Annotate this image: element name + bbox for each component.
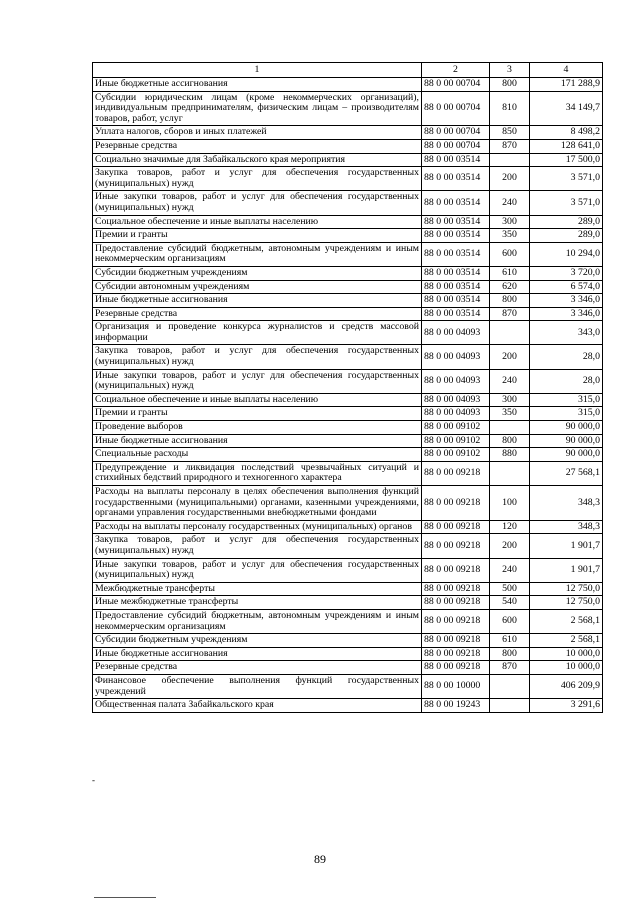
cell-name: Резервные средства <box>93 139 422 153</box>
cell-name: Социальное обеспечение и иные выплаты населению <box>93 393 422 407</box>
page-number: 89 <box>314 852 326 866</box>
cell-type <box>490 699 530 713</box>
cell-amount: 315,0 <box>530 407 603 421</box>
table-row <box>93 369 603 393</box>
cell-name: Субсидии бюджетным учреждениям <box>93 634 422 648</box>
cell-code: 88 0 00 04093 <box>422 345 490 369</box>
table-row <box>93 486 603 521</box>
cell-type: 240 <box>490 558 530 582</box>
cell-code: 88 0 00 09218 <box>422 634 490 648</box>
cell-name: Социально значимые для Забайкальского края мероприятия <box>93 153 422 167</box>
cell-amount: 28,0 <box>530 345 603 369</box>
cell-name: Иные бюджетные ассигнования <box>93 434 422 448</box>
cell-name: Организация и проведение конкурса журналистов и средств массовой информации <box>93 321 422 345</box>
cell-name: Проведение выборов <box>93 421 422 435</box>
cell-type <box>490 421 530 435</box>
cell-name: Закупка товаров, работ и услуг для обеспечения государственных (муниципальных) нужд <box>93 167 422 191</box>
table-row <box>93 153 603 167</box>
cell-code: 88 0 00 03514 <box>422 153 490 167</box>
cell-amount: 12 750,0 <box>530 596 603 610</box>
footnote-rule <box>94 897 156 898</box>
cell-amount: 406 209,9 <box>530 674 603 698</box>
cell-type: 850 <box>490 126 530 140</box>
cell-code: 88 0 00 09218 <box>422 534 490 558</box>
cell-type: 500 <box>490 582 530 596</box>
table-row <box>93 307 603 321</box>
cell-type: 610 <box>490 266 530 280</box>
cell-code: 88 0 00 09218 <box>422 596 490 610</box>
cell-amount: 1 901,7 <box>530 558 603 582</box>
table-row <box>93 139 603 153</box>
cell-name: Предоставление субсидий бюджетным, автономным учреждениям и иным некоммерческим организациям <box>93 609 422 633</box>
cell-type: 870 <box>490 307 530 321</box>
table-body <box>93 63 603 713</box>
cell-amount: 17 500,0 <box>530 153 603 167</box>
table-row <box>93 280 603 294</box>
cell-type: 600 <box>490 242 530 266</box>
cell-amount: 3 346,0 <box>530 294 603 308</box>
cell-amount: 27 568,1 <box>530 461 603 485</box>
cell-name: Иные бюджетные ассигнования <box>93 647 422 661</box>
cell-amount: 3 291,6 <box>530 699 603 713</box>
cell-code: 88 0 00 09218 <box>422 461 490 485</box>
cell-name: Субсидии автономным учреждениям <box>93 280 422 294</box>
cell-code: 88 0 00 09218 <box>422 647 490 661</box>
cell-amount: 171 288,9 <box>530 78 603 92</box>
cell-name: Общественная палата Забайкальского края <box>93 699 422 713</box>
cell-name: Расходы на выплаты персоналу государственных (муниципальных) органов <box>93 520 422 534</box>
cell-name: Специальные расходы <box>93 448 422 462</box>
cell-amount: 3 346,0 <box>530 307 603 321</box>
cell-name: Расходы на выплаты персоналу в целях обеспечения выполнения функций государственными (муниципальными) органами, казенными учреждениями, органами управления государственными внебюджетными фондами <box>93 486 422 521</box>
cell-code: 88 0 00 03514 <box>422 229 490 243</box>
cell-name: Уплата налогов, сборов и иных платежей <box>93 126 422 140</box>
cell-code: 88 0 00 03514 <box>422 266 490 280</box>
cell-amount: 2 568,1 <box>530 634 603 648</box>
cell-code: 88 0 00 04093 <box>422 321 490 345</box>
cell-code: 88 0 00 03514 <box>422 167 490 191</box>
cell-amount: 6 574,0 <box>530 280 603 294</box>
cell-type: 600 <box>490 609 530 633</box>
cell-amount: 28,0 <box>530 369 603 393</box>
table-row <box>93 393 603 407</box>
cell-amount: 348,3 <box>530 486 603 521</box>
cell-type: 240 <box>490 369 530 393</box>
cell-name: Иные бюджетные ассигнования <box>93 294 422 308</box>
cell-code: 88 0 00 09102 <box>422 448 490 462</box>
cell-amount: 128 641,0 <box>530 139 603 153</box>
cell-amount: 3 571,0 <box>530 167 603 191</box>
cell-code: 88 0 00 03514 <box>422 191 490 215</box>
cell-name: Субсидии юридическим лицам (кроме некоммерческих организаций), индивидуальным предпринимателям, физическим лицам – производителям товаров, работ, услуг <box>93 91 422 126</box>
cell-code: 88 0 00 00704 <box>422 78 490 92</box>
table-row <box>93 91 603 126</box>
table-row <box>93 582 603 596</box>
header-col-4: 4 <box>530 63 603 78</box>
cell-code: 88 0 00 03514 <box>422 280 490 294</box>
cell-amount: 8 498,2 <box>530 126 603 140</box>
cell-code: 88 0 00 09218 <box>422 486 490 521</box>
cell-code: 88 0 00 04093 <box>422 369 490 393</box>
cell-type: 870 <box>490 139 530 153</box>
cell-amount: 3 571,0 <box>530 191 603 215</box>
cell-code: 88 0 00 04093 <box>422 393 490 407</box>
cell-type: 610 <box>490 634 530 648</box>
cell-type: 800 <box>490 294 530 308</box>
cell-name: Социальное обеспечение и иные выплаты населению <box>93 215 422 229</box>
cell-amount: 2 568,1 <box>530 609 603 633</box>
table-row <box>93 167 603 191</box>
cell-name: Иные бюджетные ассигнования <box>93 78 422 92</box>
cell-code: 88 0 00 00704 <box>422 126 490 140</box>
cell-name: Финансовое обеспечение выполнения функций государственных учреждений <box>93 674 422 698</box>
cell-amount: 1 901,7 <box>530 534 603 558</box>
cell-type: 100 <box>490 486 530 521</box>
cell-amount: 10 000,0 <box>530 647 603 661</box>
table-row <box>93 215 603 229</box>
cell-type: 800 <box>490 78 530 92</box>
table-row <box>93 345 603 369</box>
cell-amount: 12 750,0 <box>530 582 603 596</box>
table-row <box>93 634 603 648</box>
cell-code: 88 0 00 10000 <box>422 674 490 698</box>
table-row <box>93 229 603 243</box>
cell-name: Иные закупки товаров, работ и услуг для обеспечения государственных (муниципальных) нужд <box>93 558 422 582</box>
cell-amount: 10 000,0 <box>530 661 603 675</box>
cell-code: 88 0 00 04093 <box>422 407 490 421</box>
table-row <box>93 421 603 435</box>
cell-code: 88 0 00 09102 <box>422 421 490 435</box>
cell-type <box>490 153 530 167</box>
table-row <box>93 434 603 448</box>
cell-type: 350 <box>490 407 530 421</box>
cell-type <box>490 321 530 345</box>
cell-type: 240 <box>490 191 530 215</box>
cell-type: 200 <box>490 167 530 191</box>
table-row <box>93 78 603 92</box>
table-row <box>93 294 603 308</box>
cell-amount: 90 000,0 <box>530 421 603 435</box>
cell-name: Иные межбюджетные трансферты <box>93 596 422 610</box>
cell-amount: 289,0 <box>530 215 603 229</box>
table-row <box>93 520 603 534</box>
cell-name: Премии и гранты <box>93 229 422 243</box>
table-row <box>93 534 603 558</box>
cell-name: Иные закупки товаров, работ и услуг для обеспечения государственных (муниципальных) нужд <box>93 191 422 215</box>
cell-name: Предоставление субсидий бюджетным, автономным учреждениям и иным некоммерческим организациям <box>93 242 422 266</box>
table-row <box>93 558 603 582</box>
table-row <box>93 242 603 266</box>
cell-amount: 90 000,0 <box>530 448 603 462</box>
cell-name: Межбюджетные трансферты <box>93 582 422 596</box>
cell-code: 88 0 00 09218 <box>422 520 490 534</box>
cell-code: 88 0 00 00704 <box>422 91 490 126</box>
cell-type: 880 <box>490 448 530 462</box>
table-row <box>93 266 603 280</box>
cell-type: 870 <box>490 661 530 675</box>
cell-code: 88 0 00 19243 <box>422 699 490 713</box>
table-row <box>93 609 603 633</box>
cell-type: 620 <box>490 280 530 294</box>
cell-code: 88 0 00 09218 <box>422 582 490 596</box>
table-row <box>93 674 603 698</box>
cell-type: 300 <box>490 215 530 229</box>
header-col-2: 2 <box>422 63 490 78</box>
table-row <box>93 596 603 610</box>
cell-type: 800 <box>490 647 530 661</box>
cell-type: 350 <box>490 229 530 243</box>
cell-amount: 315,0 <box>530 393 603 407</box>
cell-code: 88 0 00 09218 <box>422 558 490 582</box>
table-row <box>93 699 603 713</box>
cell-amount: 3 720,0 <box>530 266 603 280</box>
cell-name: Закупка товаров, работ и услуг для обеспечения государственных (муниципальных) нужд <box>93 534 422 558</box>
cell-amount: 289,0 <box>530 229 603 243</box>
table-row <box>93 448 603 462</box>
cell-code: 88 0 00 00704 <box>422 139 490 153</box>
cell-amount: 90 000,0 <box>530 434 603 448</box>
table-row <box>93 407 603 421</box>
header-col-1: 1 <box>93 63 422 78</box>
table-row <box>93 126 603 140</box>
cell-name: Иные закупки товаров, работ и услуг для обеспечения государственных (муниципальных) нужд <box>93 369 422 393</box>
cell-code: 88 0 00 03514 <box>422 307 490 321</box>
cell-name: Резервные средства <box>93 661 422 675</box>
header-col-3: 3 <box>490 63 530 78</box>
cell-amount: 10 294,0 <box>530 242 603 266</box>
cell-code: 88 0 00 03514 <box>422 215 490 229</box>
cell-type: 200 <box>490 345 530 369</box>
cell-name: Субсидии бюджетным учреждениям <box>93 266 422 280</box>
cell-name: Резервные средства <box>93 307 422 321</box>
table-row <box>93 647 603 661</box>
margin-mark: - <box>92 775 95 785</box>
cell-code: 88 0 00 09218 <box>422 609 490 633</box>
cell-code: 88 0 00 03514 <box>422 242 490 266</box>
table-row <box>93 191 603 215</box>
table-row <box>93 321 603 345</box>
cell-type: 810 <box>490 91 530 126</box>
cell-amount: 343,0 <box>530 321 603 345</box>
cell-type: 120 <box>490 520 530 534</box>
cell-type: 200 <box>490 534 530 558</box>
budget-table <box>92 62 603 713</box>
cell-type: 300 <box>490 393 530 407</box>
cell-type: 540 <box>490 596 530 610</box>
cell-type: 800 <box>490 434 530 448</box>
cell-type <box>490 461 530 485</box>
cell-amount: 34 149,7 <box>530 91 603 126</box>
cell-amount: 348,3 <box>530 520 603 534</box>
table-row <box>93 661 603 675</box>
cell-code: 88 0 00 09102 <box>422 434 490 448</box>
cell-code: 88 0 00 03514 <box>422 294 490 308</box>
cell-type <box>490 674 530 698</box>
table-header-row <box>93 63 603 78</box>
cell-name: Закупка товаров, работ и услуг для обеспечения государственных (муниципальных) нужд <box>93 345 422 369</box>
cell-code: 88 0 00 09218 <box>422 661 490 675</box>
cell-name: Предупреждение и ликвидация последствий чрезвычайных ситуаций и стихийных бедствий природного и техногенного характера <box>93 461 422 485</box>
table-row <box>93 461 603 485</box>
cell-name: Премии и гранты <box>93 407 422 421</box>
